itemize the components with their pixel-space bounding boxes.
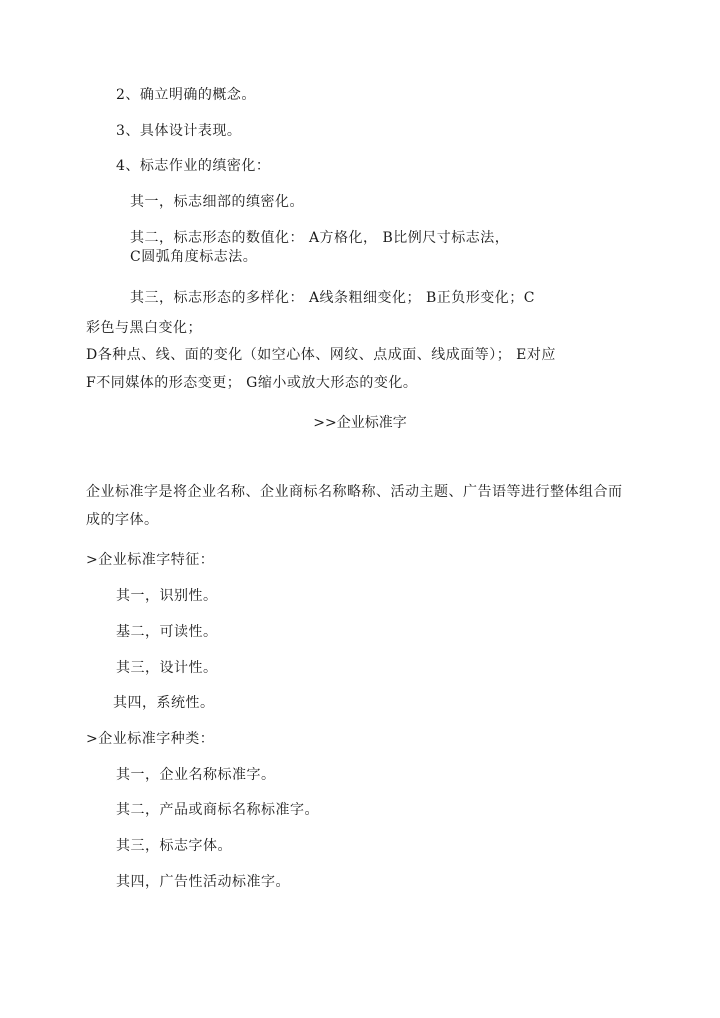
intro-line-1: 企业标准字是将企业名称、企业商标名称略称、活动主题、广告语等进行整体组合而 [86, 484, 623, 500]
feature-item: 其四，系统性。 [113, 695, 215, 711]
type-item: 其四，广告性活动标准字。 [116, 874, 290, 890]
type-item: 其三，标志字体。 [116, 838, 232, 854]
sub-item-1: 其一，标志细部的缜密化。 [130, 194, 304, 210]
sub-item-3-line-4: F不同媒体的形态变更； G缩小或放大形态的变化。 [86, 375, 418, 391]
step-4-text: 4、标志作业的缜密化： [116, 158, 271, 174]
intro-line-2: 成的字体。 [86, 512, 159, 528]
section-heading: >>企业标准字 [313, 415, 407, 431]
feature-item: 其三，设计性。 [116, 660, 218, 676]
features-heading: >企业标准字特征： [86, 552, 215, 568]
sub-item-2-line-1: 其二，标志形态的数值化： A方格化， B比例尺寸标志法， [130, 230, 510, 246]
sub-item-3-line-1: 其三，标志形态的多样化： A线条粗细变化； B正负形变化；C [130, 290, 536, 306]
feature-item: 基二，可读性。 [116, 624, 218, 640]
type-item: 其二，产品或商标名称标准字。 [116, 802, 319, 818]
types-heading: >企业标准字种类： [86, 731, 215, 747]
sub-item-2-line-2: C圆弧角度标志法。 [130, 249, 258, 265]
sub-item-3-line-2: 彩色与黑白变化； [86, 320, 202, 336]
type-item: 其一，企业名称标准字。 [116, 767, 276, 783]
step-2-text: 2、确立明确的概念。 [116, 87, 256, 103]
sub-item-3-line-3: D各种点、线、面的变化（如空心体、网纹、点成面、线成面等）； E对应 [86, 347, 556, 363]
feature-item: 其一，识别性。 [116, 588, 218, 604]
step-3-text: 3、具体设计表现。 [116, 123, 242, 139]
